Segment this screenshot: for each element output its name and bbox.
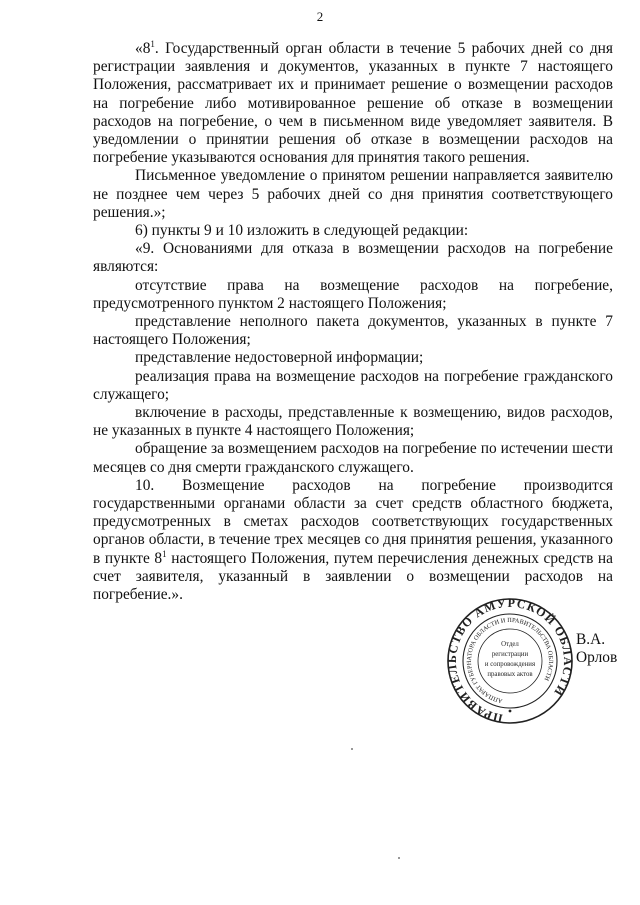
scan-speck <box>351 748 353 750</box>
paragraph-8-1 <box>93 40 613 167</box>
page-number: 2 <box>316 9 324 24</box>
seal-center-line: правовых актов <box>487 671 533 678</box>
refusal-ground: представление неполного пакета документов, указанных в пункте 7 настоящего Положения; <box>93 313 613 349</box>
seal-center-line: и сопровождения <box>484 661 536 668</box>
paragraph-10 <box>93 477 613 604</box>
paragraph-text: 10. Возмещение расходов на погребение производится государственными органами области за счет средств областного бюджета, предусмотренных в сметах расходов соответствующих государственных органов области, в течение трех месяцев со дня принятия решения, указанного в пункте 8 <box>93 476 613 567</box>
seal-center-line: Отдел <box>501 641 519 648</box>
signature-block <box>440 596 640 726</box>
refusal-ground: реализация права на возмещение расходов на погребение гражданского служащего; <box>93 367 613 403</box>
paragraph-9: «9. Основаниями для отказа в возмещении расходов на погребение являются: <box>93 240 613 276</box>
paragraph-text: настоящего Положения, путем перечисления денежных средств на счет заявителя, указанный в заявлении о возмещении расходов на погребение.». <box>93 549 613 604</box>
paragraph-amendment-6: 6) пункты 9 и 10 изложить в следующей редакции: <box>135 222 469 240</box>
document-body <box>93 40 613 604</box>
seal-outer-text: ПРАВИТЕЛЬСТВО АМУРСКОЙ ОБЛАСТИ <box>444 596 576 726</box>
paragraph-notice: Письменное уведомление о принятом решении направляется заявителю не позднее чем через 5 рабочих дней со дня принятия соответствующего решения.»; <box>93 167 613 221</box>
scan-speck <box>398 857 400 859</box>
refusal-ground: включение в расходы, представленные к возмещению, видов расходов, не указанных в пункте 4 настоящего Положения; <box>93 404 613 440</box>
signer-name: В.А. Орлов <box>576 631 618 666</box>
superscript: 1 <box>162 548 167 559</box>
seal-inner-text: АППАРАТ ГУБЕРНАТОРА ОБЛАСТИ И ПРАВИТЕЛЬСТВА ОБЛАСТИ <box>465 616 555 705</box>
refusal-ground: отсутствие права на возмещение расходов на погребение, предусмотренного пунктом 2 настоящего Положения; <box>93 276 613 312</box>
paragraph-text: «8 <box>135 40 151 57</box>
paragraph-text: . Государственный орган области в течение 5 рабочих дней со дня регистрации заявления и документов, указанных в пункте 7 настоящего Положения, рассматривает их и принимает решение о возмещении расходов на погребение либо мотивированное решение об отказе в возмещении расходов на погребение, о чем в письменном виде уведомляет заявителя. В уведомлении о принятии решения об отказе в возмещении расходов на погребение указываются основания для принятия такого решения. <box>93 40 613 167</box>
refusal-ground: представление недостоверной информации; <box>135 349 424 367</box>
seal-center-line: регистрации <box>491 651 529 658</box>
official-seal <box>440 596 580 726</box>
seal-star-icon <box>509 710 512 713</box>
superscript: 1 <box>150 38 155 49</box>
refusal-ground: обращение за возмещением расходов на погребение по истечении шести месяцев со дня смерти гражданского служащего. <box>93 440 613 476</box>
